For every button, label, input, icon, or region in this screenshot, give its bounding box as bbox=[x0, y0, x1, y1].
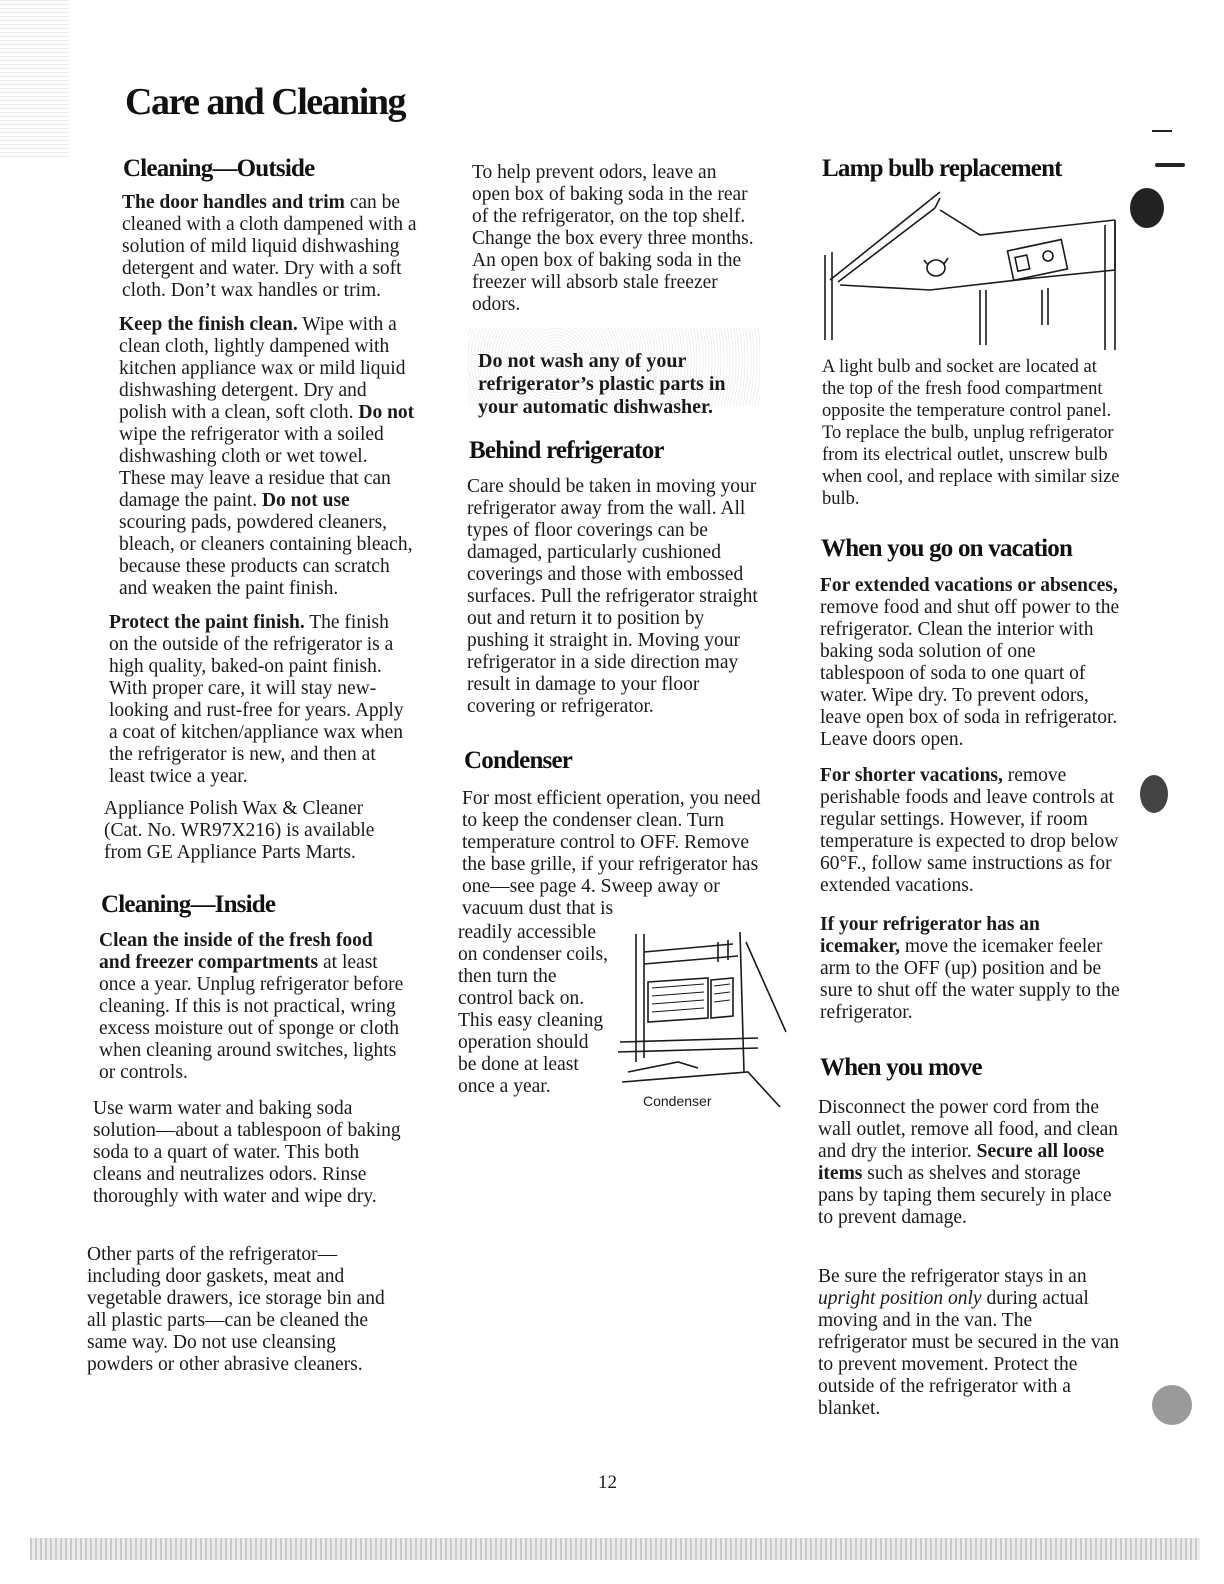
door-handles-paragraph bbox=[122, 192, 422, 302]
clean-inside-paragraph bbox=[99, 930, 407, 1084]
condenser-text-a: For most efficient operation, you need to keep the condenser clean. Turn temperature control to OFF. Remove the base grille, if your refrigerator has one—see page 4. Sweep away or vacuum dust that is bbox=[462, 788, 761, 919]
page-number: 12 bbox=[598, 1472, 617, 1493]
scan-mark bbox=[1152, 130, 1172, 132]
binder-hole-mark bbox=[1130, 188, 1164, 228]
baking-soda-paragraph: Use warm water and baking soda solution—about a tablespoon of baking soda to a quart of water. This both cleans and neutralizes odors. Rinse thoroughly with water and wipe dry. bbox=[93, 1098, 401, 1207]
cleaning-outside-heading: Cleaning—Outside bbox=[123, 155, 315, 182]
vacation-heading: When you go on vacation bbox=[821, 535, 1073, 562]
move-paragraph-2 bbox=[818, 1266, 1120, 1420]
binder-hole-mark bbox=[1152, 1385, 1192, 1425]
scan-mark bbox=[1155, 163, 1185, 167]
upright-text-a: Be sure the refrigerator stays in an bbox=[818, 1266, 1087, 1287]
shorter-vacation-lead: For shorter vacations, bbox=[820, 765, 1003, 786]
extended-vacation-lead: For extended vacations or absences, bbox=[820, 575, 1118, 596]
protect-paint-paragraph bbox=[109, 612, 411, 788]
scan-artifact-bottom bbox=[30, 1538, 1200, 1560]
page-title: Care and Cleaning bbox=[125, 81, 405, 123]
secure-items-emphasis: Secure all loose items bbox=[818, 1141, 1105, 1184]
other-parts-paragraph: Other parts of the refrigerator—including door gaskets, meat and vegetable drawers, ice storage bin and all plastic parts—can be cleaned the same way. Do not use cleansing powders or other abrasive cleaners. bbox=[87, 1244, 385, 1375]
move-text-b: such as shelves and storage pans by taping them securely in place to prevent damage. bbox=[818, 1163, 1112, 1228]
extended-vacation-paragraph bbox=[820, 575, 1122, 751]
extended-vacation-text: remove food and shut off power to the refrigerator. Clean the interior with baking soda solution of one tablespoon of soda to one quart of water. Wipe dry. To prevent odors, leave open box of soda in refrigerator. Leave doors open. bbox=[820, 597, 1120, 750]
icemaker-text: move the icemaker feeler arm to the OFF (up) position and be sure to shut off the water supply to the refrigerator. bbox=[820, 936, 1120, 1023]
lamp-bulb-illustration bbox=[820, 190, 1125, 365]
clean-inside-text: at least once a year. Unplug refrigerator before cleaning. If this is not practical, wring excess moisture out of sponge or cloth when cleaning around switches, lights or controls. bbox=[99, 952, 404, 1083]
clean-inside-lead: Clean the inside of the fresh food and freezer compartments bbox=[99, 930, 373, 973]
behind-refrigerator-heading: Behind refrigerator bbox=[469, 437, 664, 464]
keep-finish-text-c: scouring pads, powdered cleaners, bleach, or cleaners containing bleach, because these products can scratch and weaken the paint finish. bbox=[119, 512, 413, 599]
condenser-heading: Condenser bbox=[464, 747, 573, 774]
dishwasher-warning: Do not wash any of your refrigerator’s plastic parts in your automatic dishwasher. bbox=[478, 350, 726, 418]
behind-refrigerator-text: Care should be taken in moving your refrigerator away from the wall. All types of floor coverings can be damaged, particularly cushioned coverings and those with embossed surfaces. Pull the refrigerator straight out and return it to position by pushing it straight in. Moving your refrigerator in a side direction may result in damage to your floor covering or refrigerator. bbox=[467, 476, 758, 717]
protect-paint-lead: Protect the paint finish. bbox=[109, 612, 305, 633]
binder-hole-mark bbox=[1140, 775, 1168, 813]
keep-finish-text-b: wipe the refrigerator with a soiled dishwashing cloth or wet towel. These may leave a residue that can damage the paint. bbox=[119, 424, 391, 511]
protect-paint-text: The finish on the outside of the refrigerator is a high quality, baked-on paint finish. With proper care, it will stay new-looking and rust-free for years. Apply a coat of kitchen/appliance wax when the refrigerator is new, and then at least twice a year. bbox=[109, 612, 404, 787]
do-not-emphasis: Do not bbox=[358, 402, 415, 423]
move-paragraph-1 bbox=[818, 1097, 1120, 1229]
lamp-bulb-text: A light bulb and socket are located at the top of the fresh food compartment opposite the temperature control panel. To replace the bulb, unplug refrigerator from its electrical outlet, unscrew bulb when cool, and replace with similar size bulb. bbox=[822, 357, 1120, 509]
condenser-text-b: readily accessible on condenser coils, then turn the control back on. This easy cleaning operation should be done at least once a year. bbox=[458, 922, 609, 1097]
door-handles-text: can be cleaned with a cloth dampened with a solution of mild liquid dishwashing detergent and water. Dry with a soft cloth. Don’t wax handles or trim. bbox=[122, 192, 417, 301]
door-handles-lead: The door handles and trim bbox=[122, 192, 345, 213]
keep-finish-lead: Keep the finish clean. bbox=[119, 314, 298, 335]
keep-finish-text-a: Wipe with a clean cloth, lightly dampened with kitchen appliance wax or mild liquid dishwashing detergent. Dry and polish with a clean, soft cloth. bbox=[119, 314, 406, 423]
move-heading: When you move bbox=[820, 1054, 982, 1081]
move-text-a: Disconnect the power cord from the wall outlet, remove all food, and clean and dry the interior. bbox=[818, 1097, 1118, 1162]
upright-text-b: during actual moving and in the van. The refrigerator must be secured in the van to prevent movement. Protect the outside of the refrigerator with a blanket. bbox=[818, 1288, 1120, 1419]
condenser-illustration bbox=[608, 922, 793, 1117]
do-not-use-emphasis: Do not use bbox=[261, 490, 350, 511]
keep-finish-paragraph bbox=[119, 314, 417, 600]
lamp-bulb-heading: Lamp bulb replacement bbox=[822, 155, 1062, 182]
odor-paragraph: To help prevent odors, leave an open box of baking soda in the rear of the refrigerator, on the top shelf. Change the box every three months. An open box of baking soda in the freezer will absorb stale freezer odors. bbox=[472, 162, 754, 315]
condenser-label: Condenser bbox=[643, 1093, 712, 1109]
polish-wax-paragraph: Appliance Polish Wax & Cleaner (Cat. No. WR97X216) is available from GE Appliance Parts Marts. bbox=[104, 798, 375, 863]
icemaker-lead: If your refrigerator has an icemaker, bbox=[820, 914, 1040, 957]
icemaker-paragraph bbox=[820, 914, 1122, 1024]
shorter-vacation-text: remove perishable foods and leave controls at regular settings. However, if room temperature is expected to drop below 60°F., follow same instructions as for extended vacations. bbox=[820, 765, 1119, 896]
shorter-vacation-paragraph bbox=[820, 765, 1128, 897]
upright-emphasis: upright position only bbox=[818, 1288, 982, 1309]
scan-artifact-top bbox=[0, 0, 70, 160]
cleaning-inside-heading: Cleaning—Inside bbox=[101, 891, 276, 918]
